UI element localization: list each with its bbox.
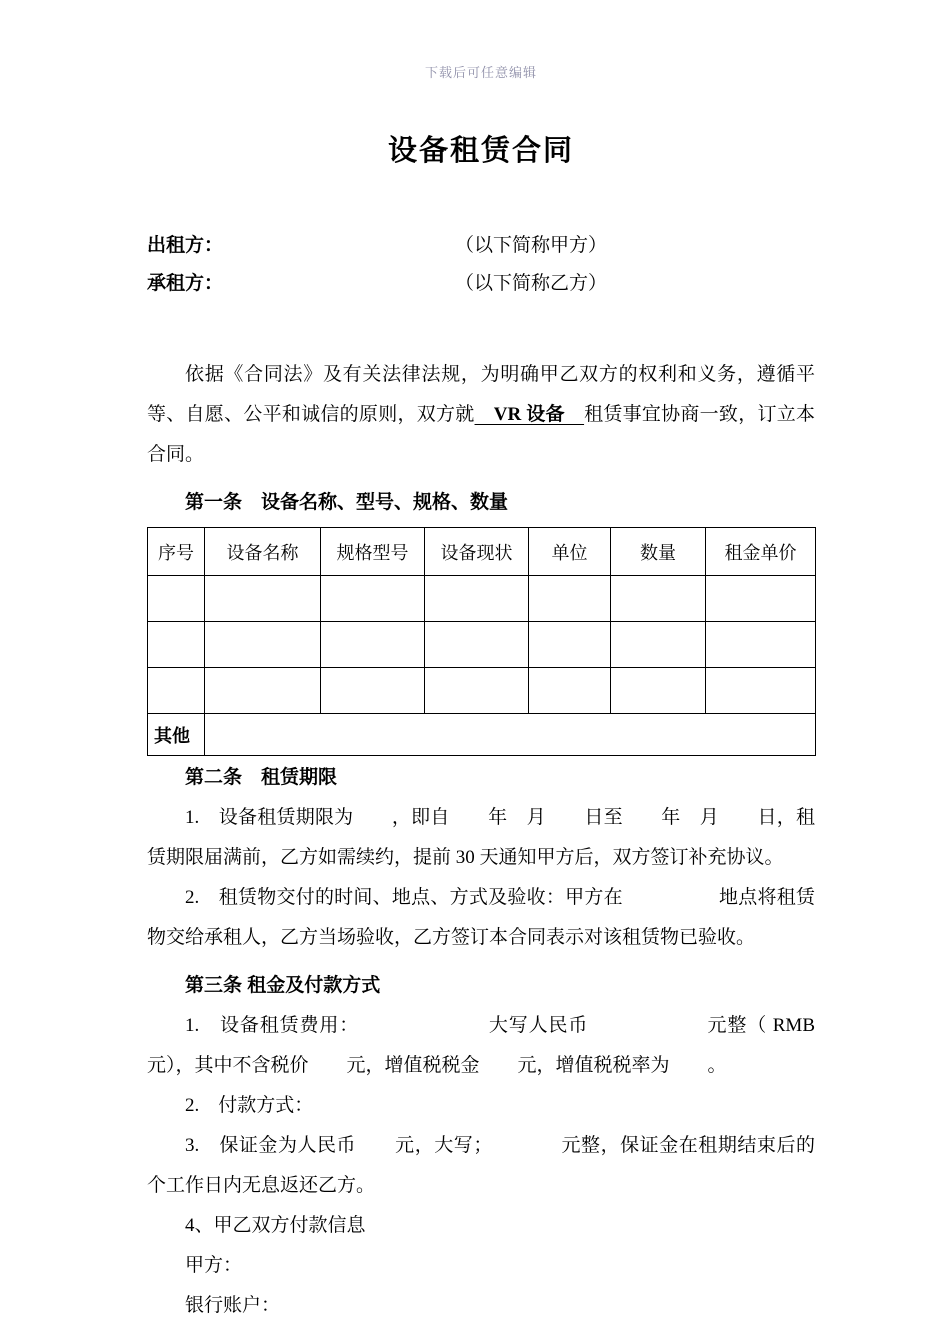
- table-cell: [529, 668, 611, 714]
- intro-pre-text: 依据《合同法》及有关法律法规，为明确甲乙双方的权利和义务，遵循平等、自愿、公平和诚信的原则，双方就: [147, 364, 815, 425]
- table-header-cell: 数量: [611, 528, 706, 576]
- table-cell: [706, 622, 816, 668]
- table-header-cell: 单位: [529, 528, 611, 576]
- table-cell: [205, 622, 321, 668]
- table-cell: [611, 668, 706, 714]
- section2-clause-2: 2. 租赁物交付的时间、地点、方式及验收：甲方在 地点将租赁物交给承租人，乙方当场验收，乙方签订本合同表示对该租赁物已验收。: [147, 887, 815, 948]
- table-cell: [706, 668, 816, 714]
- table-cell: [148, 622, 205, 668]
- table-row: [148, 668, 816, 714]
- lessee-note: （以下简称乙方）: [455, 273, 608, 294]
- section2-clause-1: 1. 设备租赁期限为 ，即自 年 月 日至 年 月 日，租赁期限届满前，乙方如需续约，提前 30 天通知甲方后，双方签订补充协议。: [147, 807, 815, 868]
- table-row: [148, 622, 816, 668]
- section3-heading: 第三条 租金及付款方式: [185, 975, 381, 996]
- table-cell: [611, 576, 706, 622]
- table-footer-label: 其他: [148, 714, 205, 756]
- table-cell: [148, 668, 205, 714]
- table-cell: [706, 576, 816, 622]
- section3-clause-1: 1. 设备租赁费用： 大写人民币 元整（ RMB 元），其中不含税价 元，增值税税金 元，增值税税率为 。: [147, 1015, 820, 1076]
- table-cell: [529, 576, 611, 622]
- section1-heading: 第一条 设备名称、型号、规格、数量: [185, 492, 509, 513]
- table-row: [148, 576, 816, 622]
- intro-paragraph: [147, 355, 815, 475]
- section3-clause-2: 2. 付款方式：: [185, 1095, 314, 1116]
- table-cell: [321, 668, 425, 714]
- table-header-cell: 设备名称: [205, 528, 321, 576]
- parties-block: [147, 227, 815, 303]
- table-header-row: [148, 528, 816, 576]
- lessor-row: [147, 227, 815, 265]
- table-cell: [205, 576, 321, 622]
- table-cell: [425, 576, 529, 622]
- section2-heading: 第二条 租赁期限: [185, 767, 338, 788]
- table-footer-row: [148, 714, 816, 756]
- bank-account-label: 银行账户：: [185, 1295, 281, 1316]
- section3-clause-4: 4、甲乙双方付款信息: [185, 1215, 366, 1236]
- table-cell: [321, 622, 425, 668]
- intro-post-text: 租赁事宜协商一致，订立本合同。: [147, 404, 815, 465]
- table-cell: [425, 622, 529, 668]
- lessor-label: 出租方：: [147, 235, 224, 256]
- table-footer-merged-cell: [205, 714, 816, 756]
- table-cell: [529, 622, 611, 668]
- equipment-table: [147, 527, 816, 756]
- table-cell: [321, 576, 425, 622]
- table-cell: [148, 576, 205, 622]
- lessor-note: （以下简称甲方）: [455, 235, 608, 256]
- table-header-cell: 设备现状: [425, 528, 529, 576]
- edit-notice-text: 下载后可任意编辑: [424, 65, 537, 80]
- lessee-row: [147, 265, 815, 303]
- party-a-payment-label: 甲方：: [185, 1255, 243, 1276]
- document-title: 设备租赁合同: [387, 135, 574, 167]
- table-header-cell: 租金单价: [706, 528, 816, 576]
- table-header-cell: 序号: [148, 528, 205, 576]
- table-cell: [205, 668, 321, 714]
- lessee-label: 承租方：: [147, 273, 224, 294]
- table-cell: [611, 622, 706, 668]
- table-header-cell: 规格型号: [321, 528, 425, 576]
- table-cell: [425, 668, 529, 714]
- section3-clause-3: 3. 保证金为人民币 元，大写； 元整，保证金在租期结束后的 个工作日内无息返还乙方。: [147, 1135, 835, 1196]
- intro-highlight-vr-equipment: VR 设备: [474, 404, 585, 425]
